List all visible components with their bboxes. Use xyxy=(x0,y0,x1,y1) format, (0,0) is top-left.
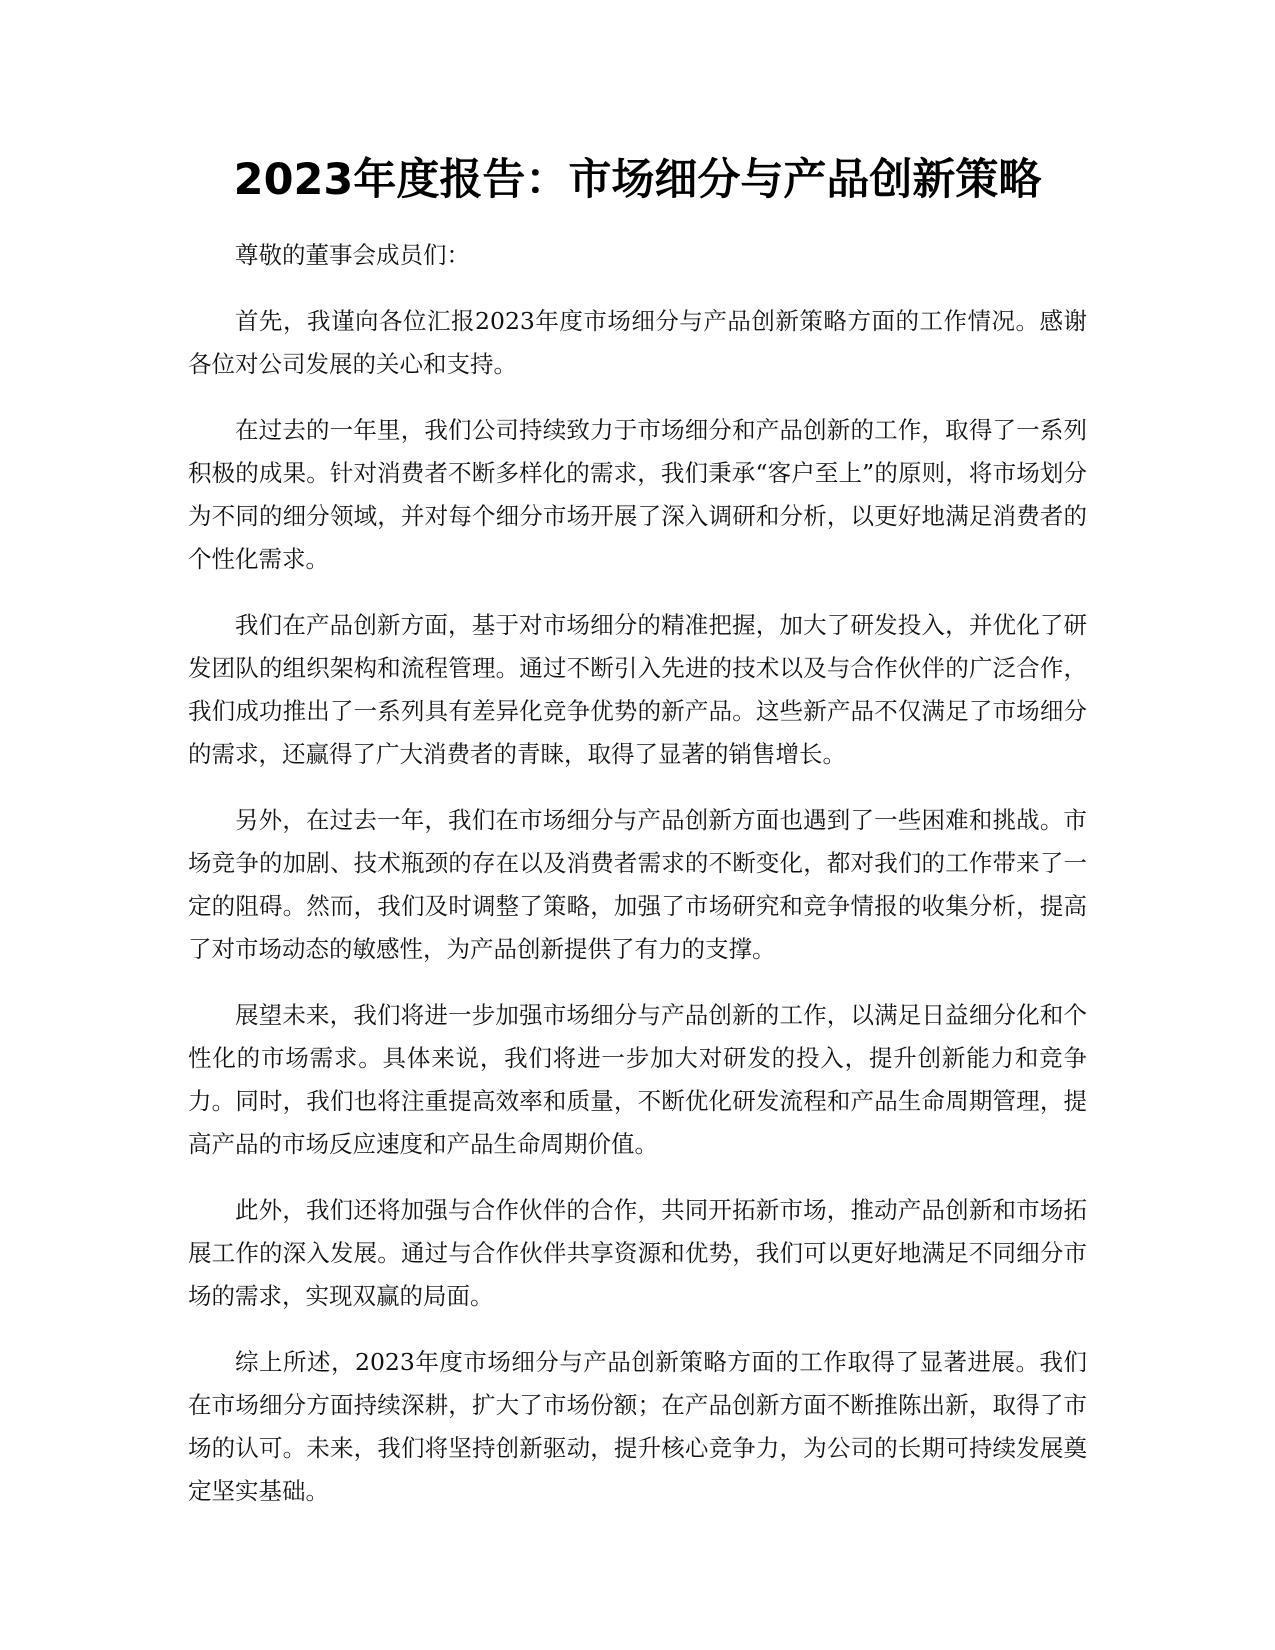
body-paragraph: 另外，在过去一年，我们在市场细分与产品创新方面也遇到了一些困难和挑战。市场竞争的加剧、技术瓶颈的存在以及消费者需求的不断变化，都对我们的工作带来了一定的阻碍。然而，我们及时调整了策略，加强了市场研究和竞争情报的收集分析，提高了对市场动态的敏感性，为产品创新提供了有力的支撑。 xyxy=(188,806,1087,963)
body-paragraph: 在过去的一年里，我们公司持续致力于市场细分和产品创新的工作，取得了一系列积极的成果。针对消费者不断多样化的需求，我们秉承“客户至上”的原则，将市场划分为不同的细分领域，并对每个细分市场开展了深入调研和分析，以更好地满足消费者的个性化需求。 xyxy=(188,416,1087,573)
body-paragraph: 我们在产品创新方面，基于对市场细分的精准把握，加大了研发投入，并优化了研发团队的组织架构和流程管理。通过不断引入先进的技术以及与合作伙伴的广泛合作，我们成功推出了一系列具有差异化竞争优势的新产品。这些新产品不仅满足了市场细分的需求，还赢得了广大消费者的青睐，取得了显著的销售增长。 xyxy=(188,611,1087,768)
body-paragraph: 首先，我谨向各位汇报2023年度市场细分与产品创新策略方面的工作情况。感谢各位对公司发展的关心和支持。 xyxy=(188,307,1087,378)
salutation: 尊敬的董事会成员们： xyxy=(235,241,470,269)
conclusion-paragraph: 综上所述，2023年度市场细分与产品创新策略方面的工作取得了显著进展。我们在市场细分方面持续深耕，扩大了市场份额；在产品创新方面不断推陈出新，取得了市场的认可。未来，我们将坚持创新驱动，提升核心竞争力，为公司的长期可持续发展奠定坚实基础。 xyxy=(188,1348,1087,1505)
document-title: 2023年度报告：市场细分与产品创新策略 xyxy=(233,155,1042,205)
body-paragraph: 展望未来，我们将进一步加强市场细分与产品创新的工作，以满足日益细分化和个性化的市场需求。具体来说，我们将进一步加大对研发的投入，提升创新能力和竞争力。同时，我们也将注重提高效率和质量，不断优化研发流程和产品生命周期管理，提高产品的市场反应速度和产品生命周期价值。 xyxy=(188,1001,1087,1158)
body-paragraph: 此外，我们还将加强与合作伙伴的合作，共同开拓新市场，推动产品创新和市场拓展工作的深入发展。通过与合作伙伴共享资源和优势，我们可以更好地满足不同细分市场的需求，实现双赢的局面。 xyxy=(188,1196,1087,1310)
